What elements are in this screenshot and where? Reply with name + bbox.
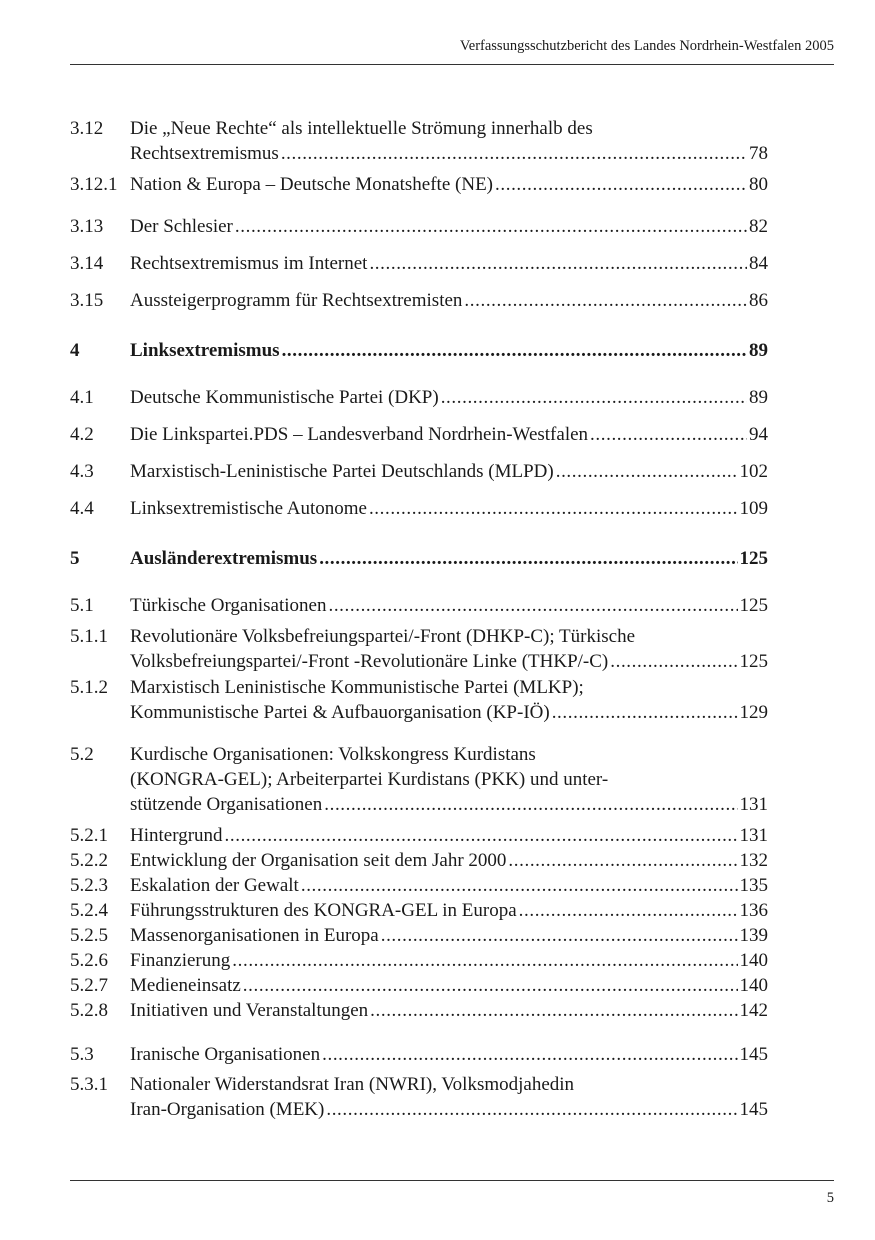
- toc-entry-title: [130, 923, 768, 948]
- toc-entry-title-line: Aussteigerprogramm für Rechtsextremisten: [130, 290, 463, 311]
- footer-rule: [70, 1180, 834, 1181]
- toc-entry-title-line: Der Schlesier: [130, 216, 233, 237]
- toc-entry-title: [130, 742, 768, 817]
- toc-entry-title-line: Deutsche Kommunistische Partei (DKP): [130, 387, 439, 408]
- dot-leader: [370, 998, 737, 1023]
- toc-entry: [70, 116, 768, 166]
- toc-entry-number: 4.2: [70, 424, 94, 445]
- toc-entry: [70, 251, 768, 276]
- dot-leader: [326, 1097, 737, 1122]
- toc-entry: [70, 898, 768, 923]
- toc-entry-title-line: Marxistisch Leninistische Kommunistische Partei (MLKP);: [130, 677, 584, 698]
- toc-entry-page: 89: [749, 340, 768, 361]
- toc-entry: [70, 948, 768, 973]
- toc-entry: [70, 675, 768, 725]
- toc-entry-page: 80: [749, 174, 768, 195]
- toc-entry-title-line: Iranische Organisationen: [130, 1044, 321, 1065]
- toc-entry-title: [130, 338, 768, 363]
- toc-entry: [70, 422, 768, 447]
- dot-leader: [282, 338, 747, 363]
- dot-leader: [369, 496, 738, 521]
- toc-entry-number: 3.12.1: [70, 174, 118, 195]
- toc-entry-title-line: Marxistisch-Leninistische Partei Deutschlands (MLPD): [130, 461, 554, 482]
- toc-entry-page: 125: [739, 595, 768, 616]
- dot-leader: [281, 141, 747, 166]
- toc-entry-number: 3.13: [70, 216, 104, 237]
- dot-leader: [232, 948, 737, 973]
- toc-entry: [70, 1042, 768, 1067]
- toc-entry: [70, 172, 768, 197]
- toc-entry: [70, 873, 768, 898]
- toc-entry-title: [130, 873, 768, 898]
- dot-leader: [225, 823, 738, 848]
- header-rule: [70, 64, 834, 65]
- toc-entry-page: 131: [739, 825, 768, 846]
- dot-leader: [495, 172, 747, 197]
- toc-entry-title: [130, 546, 768, 571]
- toc-entry-number: 4.3: [70, 461, 94, 482]
- toc-entry-title-line: Initiativen und Veranstaltungen: [130, 1000, 369, 1021]
- toc-entry-title-line: Rechtsextremismus im Internet: [130, 253, 368, 274]
- toc-entry: [70, 923, 768, 948]
- toc-entry-title-line: Entwicklung der Organisation seit dem Jahr 2000: [130, 850, 507, 871]
- toc-entry-number: 5.2.6: [70, 950, 108, 971]
- toc-entry-number: 5.2.4: [70, 900, 108, 921]
- toc-entry-page: 145: [739, 1099, 768, 1120]
- toc-entry-number: 3.14: [70, 253, 104, 274]
- toc-entry-page: 139: [739, 925, 768, 946]
- toc-entry-number: 5.2.7: [70, 975, 108, 996]
- dot-leader: [235, 214, 747, 239]
- toc-entry-title: [130, 459, 768, 484]
- toc-entry-page: 89: [749, 387, 768, 408]
- toc-entry: [70, 496, 768, 521]
- toc-entry-page: 78: [749, 143, 768, 164]
- toc-entry-page: 86: [749, 290, 768, 311]
- toc-entry-number: 5.2.2: [70, 850, 108, 871]
- toc-entry-title: [130, 675, 768, 725]
- toc-entry: [70, 288, 768, 313]
- toc-entry-title: [130, 898, 768, 923]
- toc-entry-title-line: Nationaler Widerstandsrat Iran (NWRI), Volksmodjahedin: [130, 1074, 575, 1095]
- toc-entry-title: [130, 385, 768, 410]
- toc-entry-title-line: Rechtsextremismus: [130, 143, 279, 164]
- dot-leader: [301, 873, 738, 898]
- toc-entry-title-line: Finanzierung: [130, 950, 231, 971]
- toc-entry-title: [130, 496, 768, 521]
- toc-entry-page: 84: [749, 253, 768, 274]
- toc-entry-title-line: Die Linkspartei.PDS – Landesverband Nordrhein-Westfalen: [130, 424, 589, 445]
- toc-entry: [70, 848, 768, 873]
- toc-entry-page: 94: [749, 424, 768, 445]
- toc-entry-number: 5: [70, 548, 80, 569]
- toc-entry-title: [130, 172, 768, 197]
- dot-leader: [519, 898, 738, 923]
- dot-leader: [328, 593, 737, 618]
- toc-entry: [70, 546, 768, 571]
- toc-entry-page: 125: [739, 548, 768, 569]
- toc-entry-page: 140: [739, 950, 768, 971]
- toc-entry-title-line: Eskalation der Gewalt: [130, 875, 299, 896]
- toc-entry-page: 102: [739, 461, 768, 482]
- toc-entry-page: 132: [739, 850, 768, 871]
- toc-entry: [70, 385, 768, 410]
- toc-entry-title-line: Linksextremismus: [130, 340, 280, 361]
- toc-entry-title: [130, 288, 768, 313]
- toc-entry-title: [130, 116, 768, 166]
- toc-entry-page: 135: [739, 875, 768, 896]
- toc-entry-title-line: Volksbefreiungspartei/-Front -Revolutionäre Linke (THKP/-C): [130, 651, 609, 672]
- toc-entry-title: [130, 823, 768, 848]
- toc-entry-title-line: (KONGRA-GEL); Arbeiterpartei Kurdistans (PKK) und unter-: [130, 769, 609, 790]
- toc-entry-number: 5.1.1: [70, 626, 108, 647]
- toc-entry-number: 4.1: [70, 387, 94, 408]
- toc-entry-number: 5.3.1: [70, 1074, 108, 1095]
- toc-entry-page: 145: [739, 1044, 768, 1065]
- toc-entry-number: 5.1.2: [70, 677, 108, 698]
- toc-entry: [70, 973, 768, 998]
- dot-leader: [552, 700, 738, 725]
- toc-entry-title: [130, 973, 768, 998]
- toc-entry-title-line: Iran-Organisation (MEK): [130, 1099, 325, 1120]
- page-number: 5: [826, 1190, 834, 1206]
- toc-entry-title-line: Nation & Europa – Deutsche Monatshefte (NE): [130, 174, 494, 195]
- dot-leader: [590, 422, 747, 447]
- toc-entry-number: 5.2.8: [70, 1000, 108, 1021]
- toc-entry-title: [130, 1072, 768, 1122]
- toc-entry-number: 3.12: [70, 118, 104, 139]
- toc-entry-title: [130, 251, 768, 276]
- dot-leader: [610, 649, 737, 674]
- toc-entry-title: [130, 214, 768, 239]
- toc-entry-number: 4.4: [70, 498, 94, 519]
- toc-entry-number: 4: [70, 340, 80, 361]
- toc-entry-page: 142: [739, 1000, 768, 1021]
- toc-entry-title-line: Revolutionäre Volksbefreiungspartei/-Front (DHKP-C); Türkische: [130, 626, 636, 647]
- toc-entry-number: 5.2.5: [70, 925, 108, 946]
- dot-leader: [441, 385, 747, 410]
- toc-entry-title: [130, 998, 768, 1023]
- toc-entry-number: 3.15: [70, 290, 104, 311]
- running-header: Verfassungsschutzbericht des Landes Nordrhein-Westfalen 2005: [459, 38, 834, 54]
- dot-leader: [369, 251, 747, 276]
- toc-entry: [70, 998, 768, 1023]
- toc-entry: [70, 338, 768, 363]
- toc-entry-page: 140: [739, 975, 768, 996]
- toc-entry-page: 82: [749, 216, 768, 237]
- toc-entry-title-line: Kurdische Organisationen: Volkskongress Kurdistans: [130, 744, 536, 765]
- toc-entry-title-line: Massenorganisationen in Europa: [130, 925, 379, 946]
- dot-leader: [556, 459, 738, 484]
- toc-entry: [70, 624, 768, 674]
- toc-entry-title: [130, 422, 768, 447]
- toc-entry-title-line: Medieneinsatz: [130, 975, 241, 996]
- toc-entry-title: [130, 848, 768, 873]
- toc-entry-number: 5.2.3: [70, 875, 108, 896]
- toc-entry-number: 5.2.1: [70, 825, 108, 846]
- toc-entry-title: [130, 624, 768, 674]
- toc-entry-title-line: Linksextremistische Autonome: [130, 498, 367, 519]
- toc-entry-title-line: Ausländerextremismus: [130, 548, 318, 569]
- toc-entry-title-line: stützende Organisationen: [130, 794, 323, 815]
- dot-leader: [324, 792, 737, 817]
- toc-entry-title-line: Türkische Organisationen: [130, 595, 327, 616]
- toc-entry-title: [130, 1042, 768, 1067]
- toc-entry-page: 136: [739, 900, 768, 921]
- dot-leader: [464, 288, 747, 313]
- toc-entry-page: 109: [739, 498, 768, 519]
- toc-entry: [70, 459, 768, 484]
- dot-leader: [508, 848, 737, 873]
- dot-leader: [381, 923, 738, 948]
- dot-leader: [322, 1042, 737, 1067]
- toc-entry-title: [130, 593, 768, 618]
- toc-entry-title-line: Kommunistische Partei & Aufbauorganisation (KP-IÖ): [130, 702, 550, 723]
- toc-entry-title-line: Hintergrund: [130, 825, 223, 846]
- toc-entry: [70, 1072, 768, 1122]
- toc-entry-number: 5.3: [70, 1044, 94, 1065]
- dot-leader: [243, 973, 738, 998]
- toc-entry-page: 129: [739, 702, 768, 723]
- toc-entry-title-line: Die „Neue Rechte“ als intellektuelle Strömung innerhalb des: [130, 118, 593, 139]
- toc-entry-page: 125: [739, 651, 768, 672]
- toc-entry-title: [130, 948, 768, 973]
- toc-entry-number: 5.2: [70, 744, 94, 765]
- toc-entry: [70, 742, 768, 817]
- toc-entry-number: 5.1: [70, 595, 94, 616]
- toc-entry: [70, 214, 768, 239]
- toc-entry-page: 131: [739, 794, 768, 815]
- dot-leader: [319, 546, 737, 571]
- toc-entry: [70, 593, 768, 618]
- toc-entry-title-line: Führungsstrukturen des KONGRA-GEL in Europa: [130, 900, 517, 921]
- toc-entry: [70, 823, 768, 848]
